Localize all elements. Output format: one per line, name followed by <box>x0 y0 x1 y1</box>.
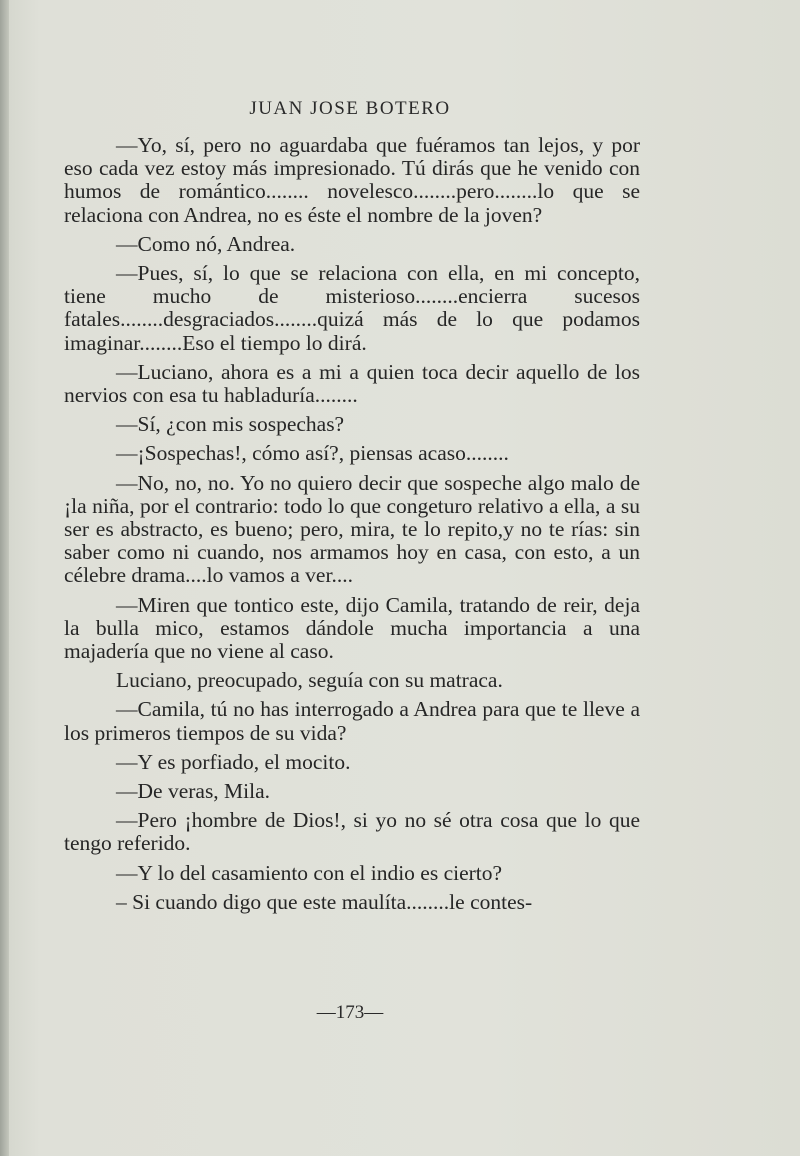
paragraph-10: —Camila, tú no has interrogado a Andrea para que te lleve a los primeros tiempos de su vida? <box>64 697 640 745</box>
paragraph-12: —De veras, Mila. <box>116 779 271 804</box>
page-body <box>64 134 640 920</box>
paragraph-8: —Miren que tontico este, dijo Camila, tratando de reir, deja la bulla mico, estamos dándole mucha importancia a una majadería que no viene al caso. <box>64 592 640 664</box>
paragraph-6: —¡Sospechas!, cómo así?, piensas acaso........ <box>116 441 509 466</box>
paragraph-1: —Yo, sí, pero no aguardaba que fuéramos tan lejos, y por eso cada vez estoy más impresionado. Tú dirás que he venido con humos de romántico........ novelesco........pero........lo que se relaciona con Andrea, no es éste el nombre de la joven? <box>64 133 640 227</box>
running-header: JUAN JOSE BOTERO <box>249 98 451 119</box>
paragraph-9: Luciano, preocupado, seguía con su matraca. <box>116 668 503 693</box>
paragraph-14: —Y lo del casamiento con el indio es cierto? <box>116 860 503 885</box>
paragraph-4: —Luciano, ahora es a mi a quien toca decir aquello de los nervios con esa tu habladuría........ <box>64 359 640 408</box>
paragraph-5: —Sí, ¿con mis sospechas? <box>116 412 345 437</box>
page-binding-edge <box>0 0 9 1156</box>
paragraph-3: —Pues, sí, lo que se relaciona con ella, en mi concepto, tiene mucho de misterioso........encierra sucesos fatales........desgraciados........quizá más de lo que podamos imaginar........Eso el tiempo lo dirá. <box>64 261 640 355</box>
paragraph-15: – Si cuando digo que este maulíta........le contes- <box>116 889 533 914</box>
page-number: —173— <box>316 1002 384 1023</box>
paragraph-11: —Y es porfiado, el mocito. <box>116 749 351 774</box>
paragraph-13: —Pero ¡hombre de Dios!, si yo no sé otra cosa que lo que tengo referido. <box>64 808 640 856</box>
paragraph-7: —No, no, no. Yo no quiero decir que sospeche algo malo de ¡la niña, por el contrario: todo lo que congeturo relativo a ella, a su ser es abstracto, es bueno; pero, mira, te lo repito,y no te rías: sin saber como ni cuando, nos armamos hoy en casa, con esto, a un célebre drama....lo vamos a ver.... <box>64 470 640 588</box>
paragraph-2: —Como nó, Andrea. <box>116 231 296 256</box>
